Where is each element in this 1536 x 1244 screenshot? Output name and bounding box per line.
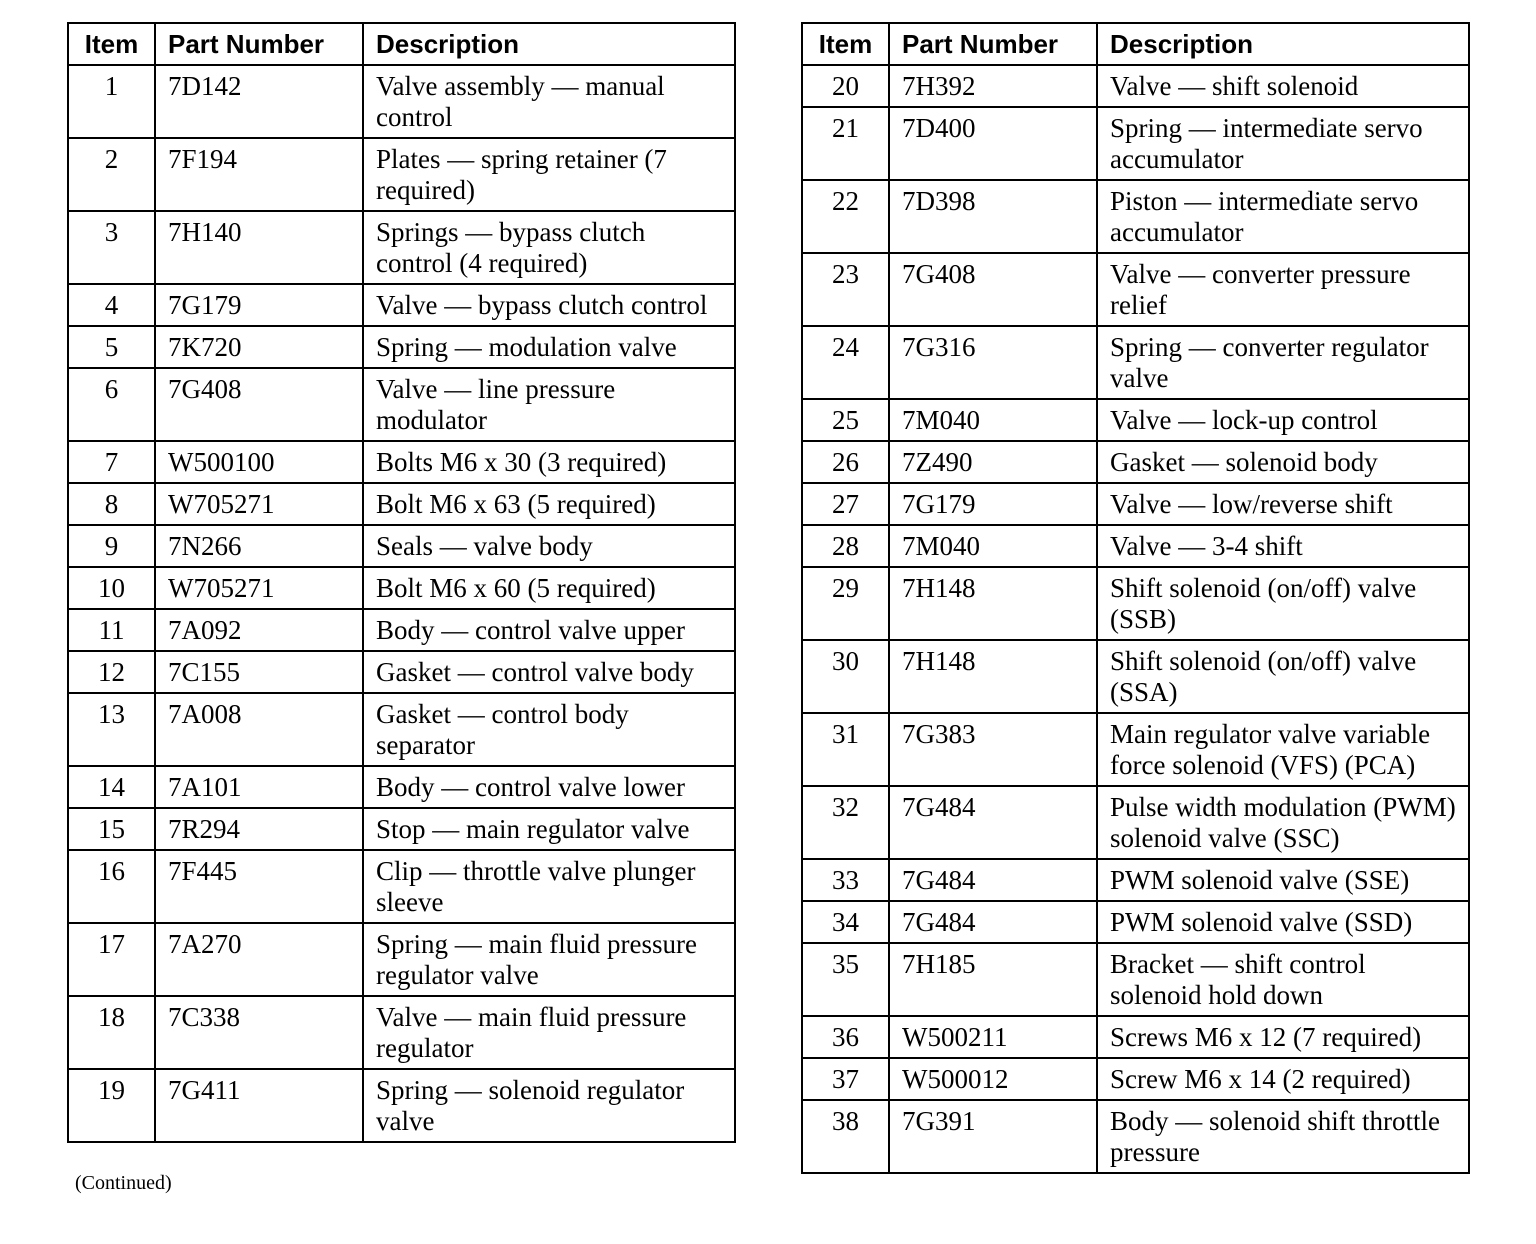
- part-number: 7G411: [155, 1069, 363, 1142]
- part-number: W500012: [889, 1058, 1097, 1100]
- item-number: 3: [68, 211, 155, 284]
- part-number: 7N266: [155, 525, 363, 567]
- part-description: Valve — main fluid pressure regulator: [363, 996, 735, 1069]
- item-number: 6: [68, 368, 155, 441]
- table-row: [68, 567, 735, 609]
- table-row: [802, 253, 1469, 326]
- item-number: 2: [68, 138, 155, 211]
- table-row: [802, 859, 1469, 901]
- table-row: [68, 441, 735, 483]
- table-row: [68, 284, 735, 326]
- table-row: [68, 609, 735, 651]
- table-row: [68, 211, 735, 284]
- part-description: Valve assembly — manual control: [363, 65, 735, 138]
- item-number: 18: [68, 996, 155, 1069]
- table-row: [68, 923, 735, 996]
- part-description: Spring — main fluid pressure regulator valve: [363, 923, 735, 996]
- header-part-number: Part Number: [155, 23, 363, 65]
- item-number: 22: [802, 180, 889, 253]
- table-row: [802, 943, 1469, 1016]
- part-number: 7H148: [889, 567, 1097, 640]
- table-row: [802, 399, 1469, 441]
- part-description: Bolts M6 x 30 (3 required): [363, 441, 735, 483]
- part-description: Pulse width modulation (PWM) solenoid valve (SSC): [1097, 786, 1469, 859]
- item-number: 5: [68, 326, 155, 368]
- item-number: 35: [802, 943, 889, 1016]
- item-number: 23: [802, 253, 889, 326]
- part-description: Main regulator valve variable force solenoid (VFS) (PCA): [1097, 713, 1469, 786]
- part-description: Plates — spring retainer (7 required): [363, 138, 735, 211]
- table-row: [802, 1058, 1469, 1100]
- part-number: 7M040: [889, 525, 1097, 567]
- part-number: 7H185: [889, 943, 1097, 1016]
- part-number: 7A270: [155, 923, 363, 996]
- item-number: 25: [802, 399, 889, 441]
- part-number: 7M040: [889, 399, 1097, 441]
- table-row: [68, 651, 735, 693]
- table-row: [802, 525, 1469, 567]
- item-number: 38: [802, 1100, 889, 1173]
- header-item: Item: [68, 23, 155, 65]
- item-number: 33: [802, 859, 889, 901]
- parts-table-right: [801, 22, 1470, 1174]
- table-row: [68, 326, 735, 368]
- item-number: 17: [68, 923, 155, 996]
- part-number: 7H148: [889, 640, 1097, 713]
- part-description: Valve — 3-4 shift: [1097, 525, 1469, 567]
- part-number: 7A008: [155, 693, 363, 766]
- item-number: 14: [68, 766, 155, 808]
- part-description: Body — control valve lower: [363, 766, 735, 808]
- part-number: 7A092: [155, 609, 363, 651]
- part-description: Valve — low/reverse shift: [1097, 483, 1469, 525]
- part-description: Spring — converter regulator valve: [1097, 326, 1469, 399]
- part-description: Seals — valve body: [363, 525, 735, 567]
- item-number: 1: [68, 65, 155, 138]
- continued-note: (Continued): [75, 1172, 172, 1194]
- header-part-number: Part Number: [889, 23, 1097, 65]
- part-number: 7A101: [155, 766, 363, 808]
- part-description: Spring — solenoid regulator valve: [363, 1069, 735, 1142]
- parts-table-right-body: [802, 65, 1469, 1173]
- table-row: [68, 693, 735, 766]
- item-number: 13: [68, 693, 155, 766]
- item-number: 16: [68, 850, 155, 923]
- item-number: 24: [802, 326, 889, 399]
- part-description: Shift solenoid (on/off) valve (SSA): [1097, 640, 1469, 713]
- table-row: [802, 326, 1469, 399]
- table-row: [68, 368, 735, 441]
- table-row: [68, 65, 735, 138]
- part-description: Valve — line pressure modulator: [363, 368, 735, 441]
- part-description: Body — control valve upper: [363, 609, 735, 651]
- part-number: 7G179: [155, 284, 363, 326]
- table-row: [68, 766, 735, 808]
- part-number: 7G383: [889, 713, 1097, 786]
- part-number: 7G179: [889, 483, 1097, 525]
- part-number: 7H392: [889, 65, 1097, 107]
- part-description: Screw M6 x 14 (2 required): [1097, 1058, 1469, 1100]
- part-number: W705271: [155, 567, 363, 609]
- part-number: 7G391: [889, 1100, 1097, 1173]
- part-number: 7D398: [889, 180, 1097, 253]
- part-number: 7G484: [889, 786, 1097, 859]
- part-number: 7G484: [889, 859, 1097, 901]
- table-row: [802, 567, 1469, 640]
- part-description: Spring — modulation valve: [363, 326, 735, 368]
- part-description: Shift solenoid (on/off) valve (SSB): [1097, 567, 1469, 640]
- item-number: 28: [802, 525, 889, 567]
- header-item: Item: [802, 23, 889, 65]
- table-row: [68, 483, 735, 525]
- item-number: 11: [68, 609, 155, 651]
- part-number: 7D142: [155, 65, 363, 138]
- item-number: 34: [802, 901, 889, 943]
- table-row: [68, 808, 735, 850]
- table-row: [802, 1016, 1469, 1058]
- part-number: 7G408: [889, 253, 1097, 326]
- item-number: 29: [802, 567, 889, 640]
- item-number: 30: [802, 640, 889, 713]
- part-description: PWM solenoid valve (SSE): [1097, 859, 1469, 901]
- table-row: [68, 850, 735, 923]
- part-description: Piston — intermediate servo accumulator: [1097, 180, 1469, 253]
- part-description: Valve — converter pressure relief: [1097, 253, 1469, 326]
- part-description: Springs — bypass clutch control (4 required): [363, 211, 735, 284]
- table-row: [68, 525, 735, 567]
- part-description: Bolt M6 x 63 (5 required): [363, 483, 735, 525]
- item-number: 7: [68, 441, 155, 483]
- item-number: 31: [802, 713, 889, 786]
- part-number: 7R294: [155, 808, 363, 850]
- part-description: Bolt M6 x 60 (5 required): [363, 567, 735, 609]
- part-number: W500100: [155, 441, 363, 483]
- item-number: 15: [68, 808, 155, 850]
- table-row: [802, 786, 1469, 859]
- parts-table-left: [67, 22, 736, 1143]
- item-number: 26: [802, 441, 889, 483]
- part-description: Valve — shift solenoid: [1097, 65, 1469, 107]
- item-number: 19: [68, 1069, 155, 1142]
- part-number: 7D400: [889, 107, 1097, 180]
- part-number: 7F194: [155, 138, 363, 211]
- parts-table-left-body: [68, 65, 735, 1142]
- item-number: 20: [802, 65, 889, 107]
- table-row: [802, 640, 1469, 713]
- table-row: [68, 138, 735, 211]
- part-description: PWM solenoid valve (SSD): [1097, 901, 1469, 943]
- part-description: Screws M6 x 12 (7 required): [1097, 1016, 1469, 1058]
- part-description: Spring — intermediate servo accumulator: [1097, 107, 1469, 180]
- table-row: [802, 107, 1469, 180]
- table-header-row: [802, 23, 1469, 65]
- table-row: [802, 483, 1469, 525]
- part-description: Valve — lock-up control: [1097, 399, 1469, 441]
- part-number: 7Z490: [889, 441, 1097, 483]
- part-number: 7C338: [155, 996, 363, 1069]
- header-description: Description: [1097, 23, 1469, 65]
- part-description: Gasket — solenoid body: [1097, 441, 1469, 483]
- part-description: Bracket — shift control solenoid hold down: [1097, 943, 1469, 1016]
- table-row: [802, 65, 1469, 107]
- part-description: Body — solenoid shift throttle pressure: [1097, 1100, 1469, 1173]
- part-description: Clip — throttle valve plunger sleeve: [363, 850, 735, 923]
- item-number: 12: [68, 651, 155, 693]
- item-number: 36: [802, 1016, 889, 1058]
- part-number: 7G484: [889, 901, 1097, 943]
- table-row: [802, 901, 1469, 943]
- part-number: 7K720: [155, 326, 363, 368]
- table-row: [802, 441, 1469, 483]
- item-number: 4: [68, 284, 155, 326]
- item-number: 10: [68, 567, 155, 609]
- part-number: 7G316: [889, 326, 1097, 399]
- table-row: [68, 996, 735, 1069]
- table-row: [802, 1100, 1469, 1173]
- part-number: 7G408: [155, 368, 363, 441]
- table-row: [802, 713, 1469, 786]
- item-number: 8: [68, 483, 155, 525]
- part-description: Gasket — control valve body: [363, 651, 735, 693]
- header-description: Description: [363, 23, 735, 65]
- part-number: W705271: [155, 483, 363, 525]
- item-number: 37: [802, 1058, 889, 1100]
- table-row: [802, 180, 1469, 253]
- part-number: W500211: [889, 1016, 1097, 1058]
- item-number: 32: [802, 786, 889, 859]
- part-number: 7F445: [155, 850, 363, 923]
- part-number: 7C155: [155, 651, 363, 693]
- part-description: Stop — main regulator valve: [363, 808, 735, 850]
- part-number: 7H140: [155, 211, 363, 284]
- item-number: 27: [802, 483, 889, 525]
- table-row: [68, 1069, 735, 1142]
- table-header-row: [68, 23, 735, 65]
- part-description: Valve — bypass clutch control: [363, 284, 735, 326]
- item-number: 9: [68, 525, 155, 567]
- part-description: Gasket — control body separator: [363, 693, 735, 766]
- item-number: 21: [802, 107, 889, 180]
